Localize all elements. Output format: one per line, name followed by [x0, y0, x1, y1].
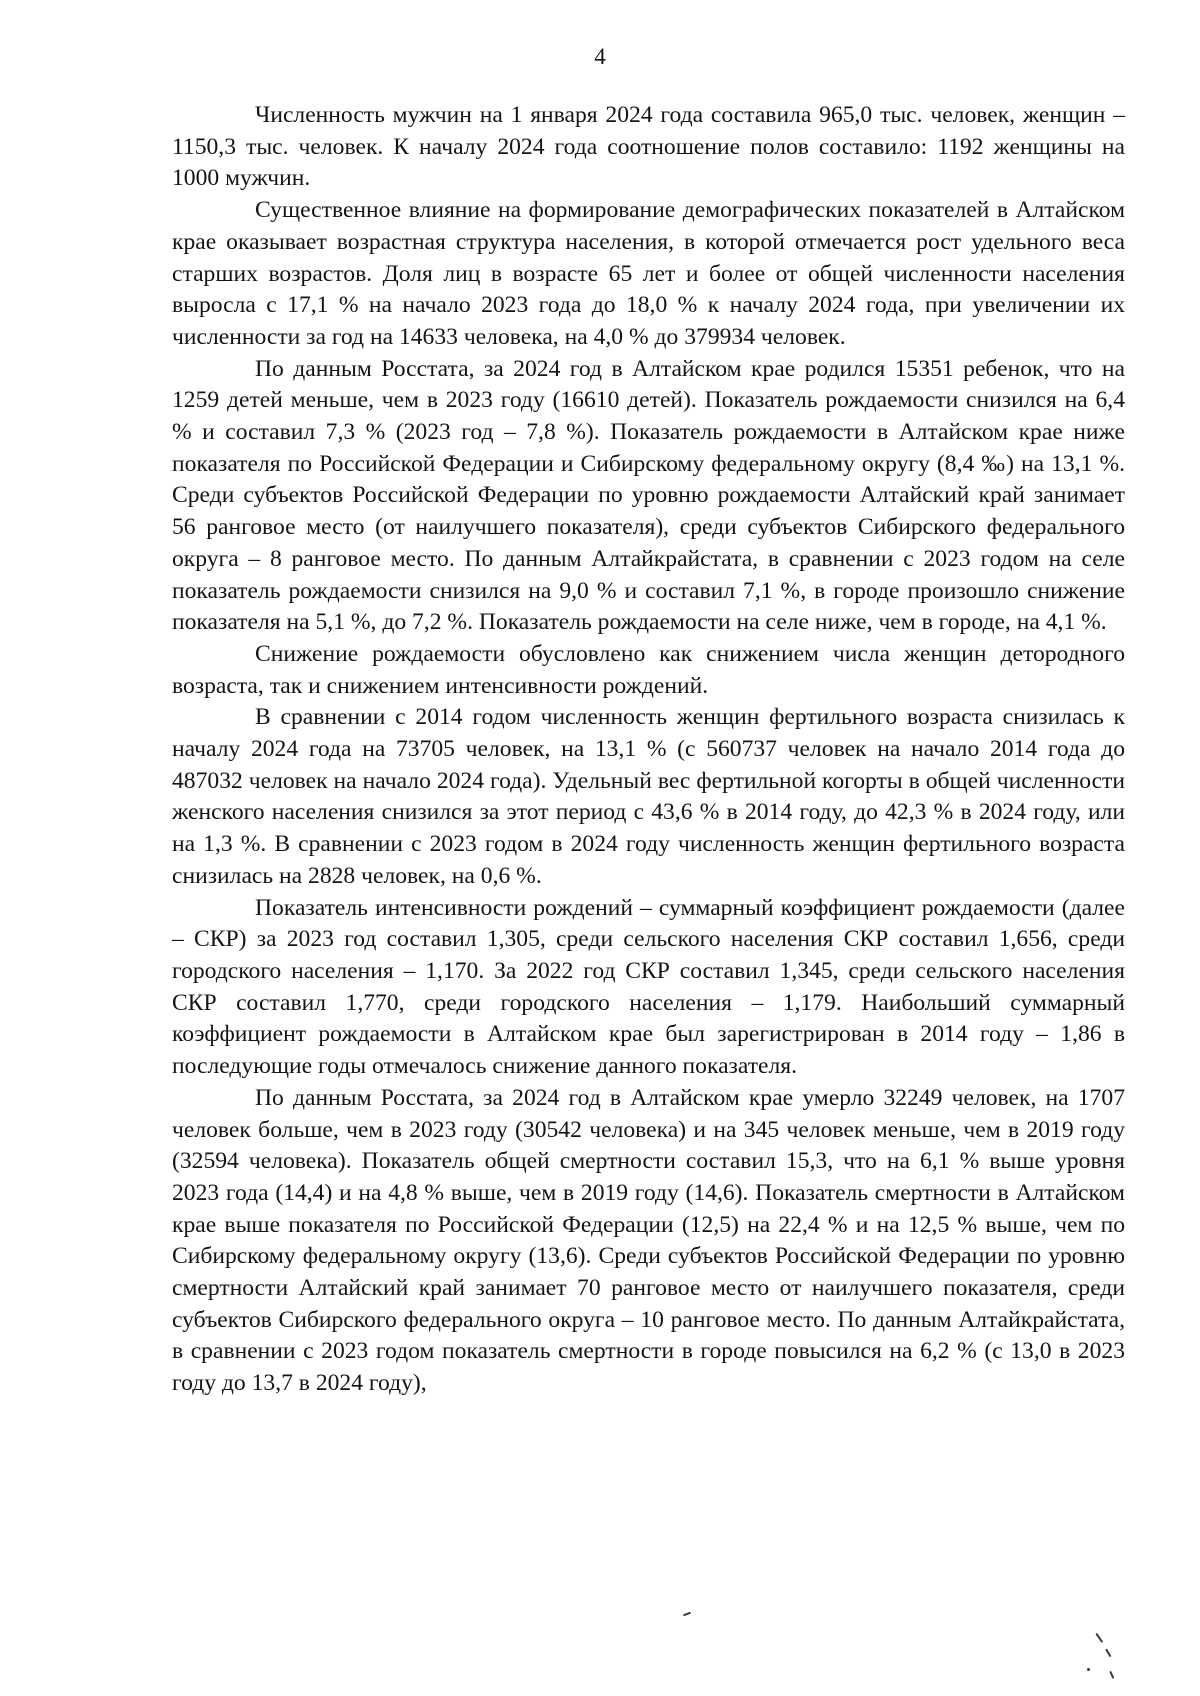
page-number: 4 — [594, 44, 606, 69]
paragraph-birth-decline-causes: Снижение рождаемости обусловлено как снижением числа женщин детородного возраста, так и снижением интенсивности рождений. — [172, 640, 1125, 699]
scan-mark-corner-2 — [1106, 1648, 1112, 1657]
paragraph-sex-ratio: Численность мужчин на 1 января 2024 года составила 965,0 тыс. человек, женщин – 1150,3 тыс. человек. К началу 2024 года соотношение полов составило: 1192 женщины на 1000 мужчин. — [172, 102, 1125, 192]
paragraph-total-fertility-rate: Показатель интенсивности рождений – суммарный коэффициент рождаемости (далее – СКР) за 2023 год составил 1,305, среди сельского населения СКР составил 1,656, среди городского населения – 1,170. За 2022 год СКР составил 1,345, среди сельского населения СКР составил 1,770, среди городского населения – 1,179. Наибольший суммарный коэффициент рождаемости в Алтайском крае был зарегистрирован в 2014 году – 1,86 в последующие годы отмечалось снижение данного показателя. — [172, 894, 1125, 1080]
paragraph-birth-rate: По данным Росстата, за 2024 год в Алтайском крае родился 15351 ребенок, что на 1259 детей меньше, чем в 2023 году (16610 детей). Показатель рождаемости снизился на 6,4 % и составил 7,3 % (2023 год – 7,8 %). Показатель рождаемости в Алтайском крае ниже показателя по Российской Федерации и Сибирскому федеральному округу (8,4 ‰) на 13,1 %. Среди субъектов Российской Федерации по уровню рождаемости Алтайский край занимает 56 ранговое место (от наилучшего показателя), среди субъектов Сибирского федерального округа – 8 ранговое место. По данным Алтайкрайстата, в сравнении с 2023 годом на селе показатель рождаемости снизился на 9,0 % и составил 7,1 %, в городе произошло снижение показателя на 5,1 %, до 7,2 %. Показатель рождаемости на селе ниже, чем в городе, на 4,1 %. — [172, 355, 1125, 636]
scan-mark-corner-3 — [1087, 1668, 1090, 1671]
scan-mark-dash — [683, 1612, 691, 1617]
paragraph-age-structure: Существенное влияние на формирование демографических показателей в Алтайском крае оказывает возрастная структура населения, в которой отмечается рост удельного веса старших возрастов. Доля лиц в возрасте 65 лет и более от общей численности населения выросла с 17,1 % на начало 2023 года до 18,0 % к началу 2024 года, при увеличении их численности за год на 14633 человека, на 4,0 % до 379934 человек. — [172, 197, 1125, 350]
paragraph-fertile-women: В сравнении с 2014 годом численность женщин фертильного возраста снизилась к началу 2024 года на 73705 человек, на 13,1 % (с 560737 человек на начало 2014 года до 487032 человек на начало 2024 года). Удельный вес фертильной когорты в общей численности женского населения снизился за этот период с 43,6 % в 2014 году, до 42,3 % в 2024 году, или на 1,3 %. В сравнении с 2023 годом в 2024 году численность женщин фертильного возраста снизилась на 2828 человек, на 0,6 %. — [172, 704, 1125, 889]
scan-mark-corner-4 — [1110, 1671, 1115, 1679]
paragraph-mortality: По данным Росстата, за 2024 год в Алтайском крае умерло 32249 человек, на 1707 человек больше, чем в 2023 году (30542 человека) и на 345 человек меньше, чем в 2019 году (32594 человека). Показатель общей смертности составил 15,3, что на 6,1 % выше уровня 2023 года (14,4) и на 4,8 % выше, чем в 2019 году (14,6). Показатель смертности в Алтайском крае выше показателя по Российской Федерации (12,5) на 22,4 % и на 12,5 % выше, чем по Сибирскому федеральному округу (13,6). Среди субъектов Российской Федерации по уровню смертности Алтайский край занимает 70 ранговое место от наилучшего показателя, среди субъектов Сибирского федерального округа – 10 ранговое место. По данным Алтайкрайстата, в сравнении с 2023 годом показатель смертности в городе повысился на 6,2 % (с 13,0 в 2023 году до 13,7 в 2024 году), — [172, 1084, 1125, 1397]
document-body — [172, 100, 1125, 1400]
scan-mark-corner-1 — [1096, 1633, 1104, 1643]
